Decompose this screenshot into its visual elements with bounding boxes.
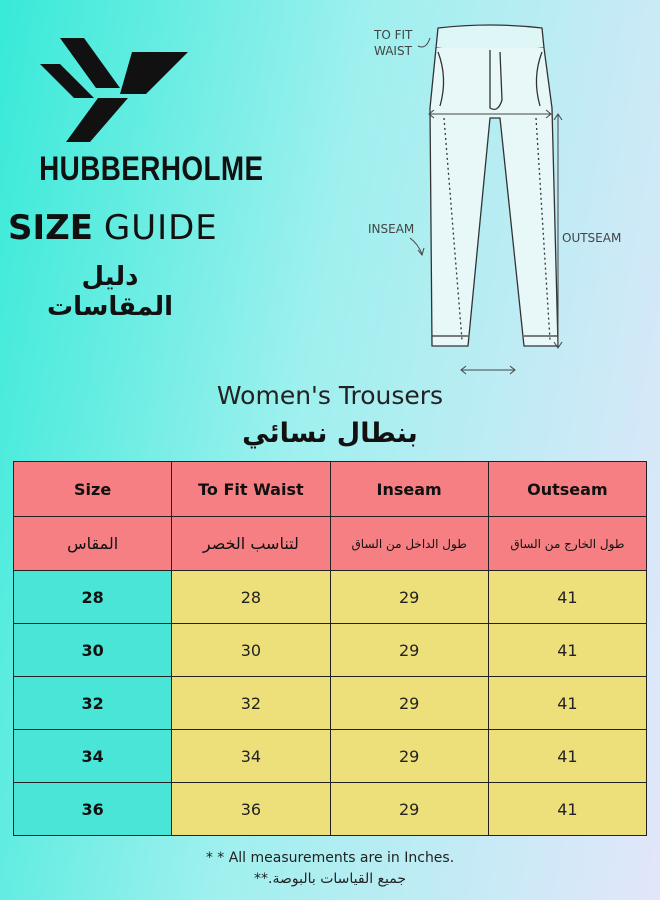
size-guide-bold: SIZE (8, 208, 94, 248)
table-title-ar: بنطال نسائي (242, 418, 418, 449)
outseam-label: OUTSEAM (562, 231, 622, 245)
table-row (14, 571, 647, 624)
header-row-ar (14, 517, 647, 571)
table-title: Women's Trousers (216, 381, 444, 410)
size-table (13, 461, 647, 836)
inseam-cell: 29 (330, 677, 488, 730)
waist-label-1: TO FIT (374, 28, 413, 42)
outseam-cell: 41 (488, 730, 646, 783)
inseam-cell: 29 (330, 571, 488, 624)
size-guide-title-ar: دليل المقاسات (46, 262, 174, 322)
waist-label-2: WAIST (374, 44, 412, 58)
outseam-cell: 41 (488, 783, 646, 836)
size-guide-title (8, 208, 218, 248)
inseam-cell: 29 (330, 783, 488, 836)
size-cell: 32 (14, 677, 172, 730)
header-waist: To Fit Waist (172, 462, 330, 517)
size-cell: 28 (14, 571, 172, 624)
outseam-cell: 41 (488, 571, 646, 624)
outseam-cell: 41 (488, 677, 646, 730)
waist-cell: 34 (172, 730, 330, 783)
brand-logo-icon (36, 38, 188, 142)
inseam-label: INSEAM (368, 222, 415, 236)
header-waist-ar: لتناسب الخصر (172, 517, 330, 571)
size-cell: 34 (14, 730, 172, 783)
header-outseam-ar: طول الخارج من الساق (488, 517, 646, 571)
header-inseam-ar: طول الداخل من الساق (330, 517, 488, 571)
header-row (14, 462, 647, 517)
waist-cell: 28 (172, 571, 330, 624)
trousers-diagram (360, 18, 630, 378)
header-inseam: Inseam (330, 462, 488, 517)
waist-cell: 36 (172, 783, 330, 836)
brand-name: HUBBERHOLME (39, 150, 264, 188)
header-size-ar: المقاس (14, 517, 172, 571)
table-row (14, 783, 647, 836)
measurement-note-ar: جميع القياسات بالبوصة.** (254, 871, 406, 887)
table-row (14, 677, 647, 730)
header-outseam: Outseam (488, 462, 646, 517)
table-row (14, 730, 647, 783)
outseam-cell: 41 (488, 624, 646, 677)
inseam-cell: 29 (330, 624, 488, 677)
measurement-note: * * All measurements are in Inches. (205, 850, 455, 866)
waist-cell: 30 (172, 624, 330, 677)
size-cell: 36 (14, 783, 172, 836)
size-cell: 30 (14, 624, 172, 677)
inseam-cell: 29 (330, 730, 488, 783)
table-row (14, 624, 647, 677)
waist-cell: 32 (172, 677, 330, 730)
size-guide-light: GUIDE (103, 208, 218, 248)
header-size: Size (14, 462, 172, 517)
